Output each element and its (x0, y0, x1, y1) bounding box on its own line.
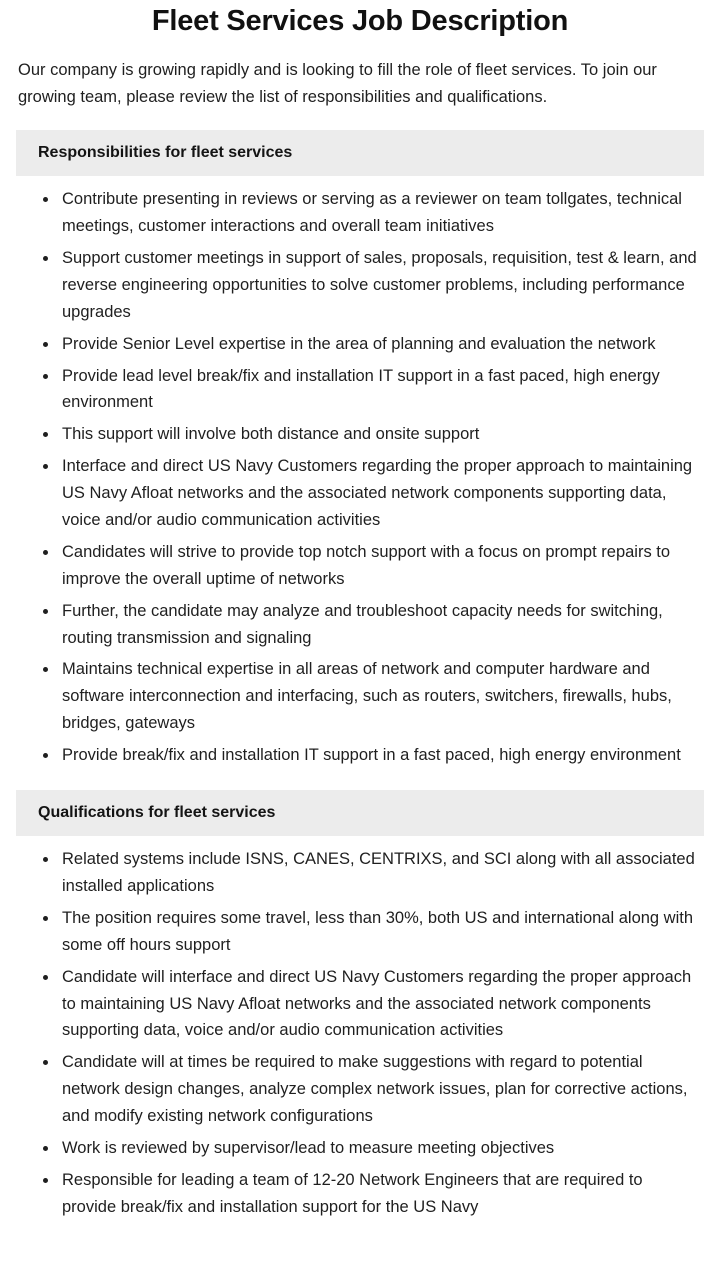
list-item: Support customer meetings in support of sales, proposals, requisition, test & learn, and reverse engineering opportunities to solve customer problems, including performance upgrades (60, 245, 698, 326)
responsibilities-list (16, 186, 704, 769)
section-responsibilities (16, 130, 704, 778)
section-qualifications (16, 790, 704, 1230)
list-item: This support will involve both distance and onsite support (60, 421, 698, 448)
page-title: Fleet Services Job Description (151, 5, 569, 37)
list-item: Provide Senior Level expertise in the area of planning and evaluation the network (60, 331, 698, 358)
section-body-responsibilities (16, 176, 704, 778)
section-heading-qualifications: Qualifications for fleet services (16, 790, 704, 836)
list-item: Candidate will at times be required to make suggestions with regard to potential network design changes, analyze complex network issues, plan for corrective actions, and modify existing network configurations (60, 1049, 698, 1130)
list-item: Candidates will strive to provide top notch support with a focus on prompt repairs to improve the overall uptime of networks (60, 539, 698, 593)
list-item: The position requires some travel, less than 30%, both US and international along with some off hours support (60, 905, 698, 959)
list-item: Interface and direct US Navy Customers regarding the proper approach to maintaining US Navy Afloat networks and the associated network components supporting data, voice and/or audio communication activities (60, 453, 698, 534)
list-item: Related systems include ISNS, CANES, CENTRIXS, and SCI along with all associated installed applications (60, 846, 698, 900)
intro-paragraph: Our company is growing rapidly and is looking to fill the role of fleet services. To join our growing team, please review the list of responsibilities and qualifications. (18, 60, 657, 106)
list-item: Provide break/fix and installation IT support in a fast paced, high energy environment (60, 742, 698, 769)
list-item: Further, the candidate may analyze and troubleshoot capacity needs for switching, routing transmission and signaling (60, 598, 698, 652)
list-item: Work is reviewed by supervisor/lead to measure meeting objectives (60, 1135, 698, 1162)
job-description-page (0, 4, 720, 1240)
section-divider (16, 778, 704, 790)
list-item: Contribute presenting in reviews or serving as a reviewer on team tollgates, technical meetings, customer interactions and overall team initiatives (60, 186, 698, 240)
list-item: Responsible for leading a team of 12-20 Network Engineers that are required to provide break/fix and installation support for the US Navy (60, 1167, 698, 1221)
list-item: Candidate will interface and direct US Navy Customers regarding the proper approach to maintaining US Navy Afloat networks and the associated network components supporting data, voice and/or audio communication activities (60, 964, 698, 1045)
section-heading-responsibilities: Responsibilities for fleet services (16, 130, 704, 176)
list-item: Provide lead level break/fix and installation IT support in a fast paced, high energy environment (60, 363, 698, 417)
section-body-qualifications (16, 836, 704, 1230)
list-item: Maintains technical expertise in all areas of network and computer hardware and software interconnection and interfacing, such as routers, switchers, firewalls, hubs, bridges, gateways (60, 656, 698, 737)
qualifications-list (16, 846, 704, 1221)
